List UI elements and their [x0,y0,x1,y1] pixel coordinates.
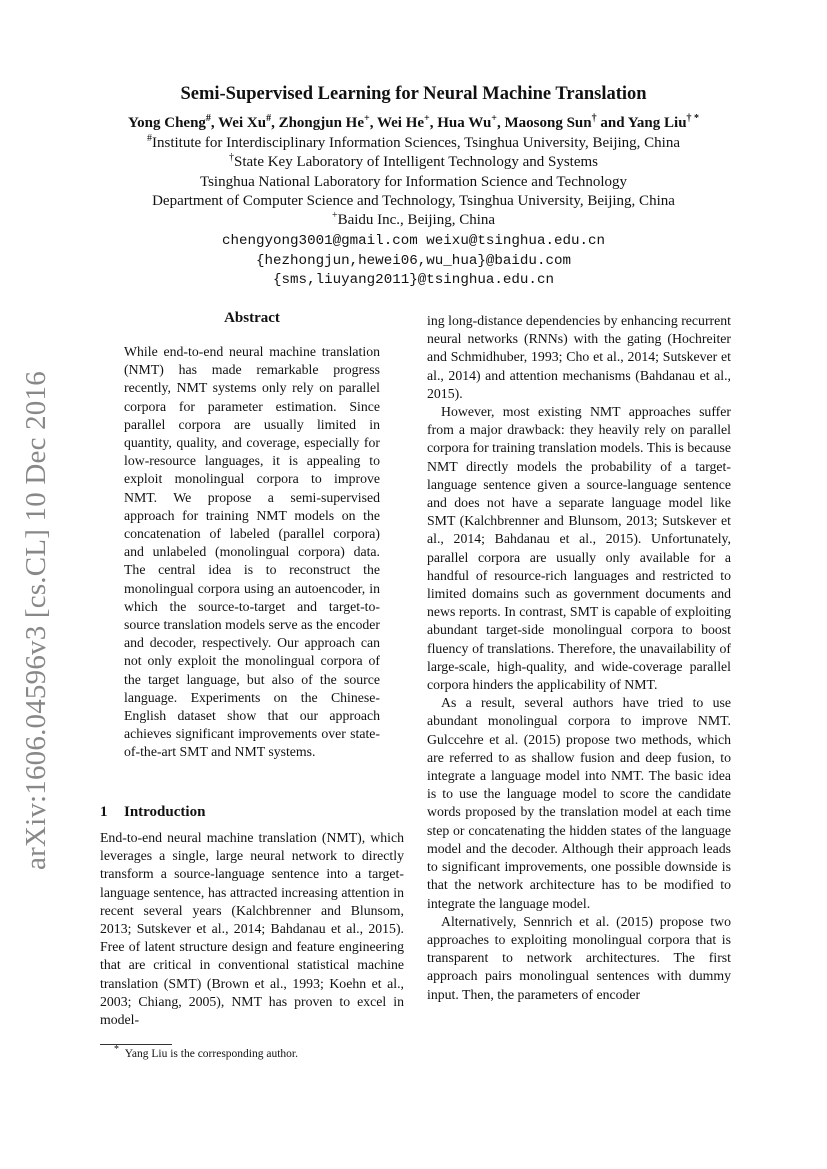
affiliation-text: Baidu Inc., Beijing, China [337,212,496,228]
paragraph: End-to-end neural machine translation (NMT), which leverages a single, large neural network to directly transform a source-language sentence into a target-language sentence, has attracted increasing attention in recent several years (Kalchbrenner and Blunsom, 2013; Sutskever et al., 2014; Bahdanau et al., 2015). Free of latent structure design and feature engineering that are critical in conventional statistical machine translation (SMT) (Brown et al., 1993; Koehn et al., 2003; Chiang, 2005), NMT has proven to excel in model- [100,830,404,1028]
paragraph: As a result, several authors have tried to use abundant monolingual corpora to improve NMT. Gulccehre et al. (2015) propose two methods, which are referred to as shallow fusion and deep fusion, to integrate a language model into NMT. The basic idea is to use the language model to score the candidate words proposed by the translation model at each time step or concatenating the hidden states of the language model and the decoder. Although their approach leads to significant improvements, one possible downside is that the network architecture has to be modified to integrate the language model. [427,695,731,911]
author-mark: + [364,113,370,124]
affiliation-text: State Key Laboratory of Intelligent Technology and Systems [233,154,598,170]
author-name: , Wei He [369,115,425,131]
affiliation-mark: # [146,133,152,144]
section-number: 1 [100,804,108,820]
paragraph: ing long-distance dependencies by enhancing recurrent neural networks (RNNs) with the gating (Hochreiter and Schmidhuber, 1993; Cho et al., 2014; Sutskever et al., 2014) and attention mechanisms (Bahdanau et al., 2015). [427,313,731,401]
email-line: {hezhongjun,hewei06,wu_hua}@baidu.com [255,253,571,269]
section-heading [100,804,205,821]
section-title: Introduction [124,804,206,820]
affiliation-mark: + [331,210,338,221]
author-name: and Yang Liu [596,115,687,131]
author-mark: + [424,113,430,124]
footnote [114,1044,298,1060]
author-mark: # [266,113,272,124]
author-name: , Hua Wu [429,115,492,131]
author-mark: † [591,113,597,124]
abstract-text: While end-to-end neural machine translation (NMT) has made remarkable progress recently, NMT systems only rely on parallel corpora for parameter estimation. Since parallel corpora are usually limited in quantity, quality, and coverage, especially for low-resource languages, it is appealing to exploit monolingual corpora to improve NMT. We propose a semi-supervised approach for training NMT models on the concatenation of labeled (parallel corpora) and unlabeled (monolingual corpora) data. The central idea is to reconstruct the monolingual corpora using an autoencoder, in which the source-to-target and target-to-source translation models serve as the encoder and decoder, respectively. Our approach can not only exploit the monolingual corpora of the target language, but also of the source language. Experiments on the Chinese-English dataset show that our approach achieves significant improvements over state-of-the-art SMT and NMT systems. [124,344,380,760]
author-mark: † * [686,113,700,124]
author-mark: # [205,113,211,124]
affiliation-line [0,193,827,210]
arxiv-identifier: arXiv:1606.04596v3 [cs.CL] 10 Dec 2016 [20,371,52,870]
author-mark: + [491,113,497,124]
intro-body [100,829,404,1029]
affiliation-text: Department of Computer Science and Technology, Tsinghua University, Beijing, China [152,193,675,209]
footnote-mark: * [114,1044,119,1056]
affiliation-line [0,135,827,152]
author-name: , Maosong Sun [497,115,592,131]
author-name: Yong Cheng [127,115,206,131]
author-name: , Zhongjun He [271,115,365,131]
author-list [0,115,827,132]
affiliation-mark: † [228,152,234,163]
abstract-body [124,343,380,762]
affiliation-line [0,212,827,229]
affiliation-text: Institute for Interdisciplinary Information Sciences, Tsinghua University, Beijing, China [151,135,680,151]
footnote-rule [100,1044,172,1045]
abstract-heading: Abstract [224,310,280,326]
footnote-text: Yang Liu is the corresponding author. [124,1048,298,1060]
right-column [427,312,731,1004]
affiliation-line [0,174,827,191]
paragraph: Alternatively, Sennrich et al. (2015) propose two approaches to exploiting monolingual corpora that is transparent to network architectures. The first approach pairs monolingual sentences with dummy input. Then, the parameters of encoder [427,913,731,1002]
affiliation-line [0,154,827,171]
affiliation-text: Tsinghua National Laboratory for Information Science and Technology [199,174,628,190]
author-name: , Wei Xu [210,115,267,131]
paper-title: Semi-Supervised Learning for Neural Machine Translation [180,84,647,104]
paragraph: However, most existing NMT approaches suffer from a major drawback: they heavily rely on parallel corpora for training translation models. This is because NMT directly models the probability of a target-language sentence given a source-language sentence and does not have a separate language model like SMT (Kalchbrenner and Blunsom, 2013; Sutskever et al., 2014; Bahdanau et al., 2015). Unfortunately, parallel corpora are usually only available for a handful of resource-rich languages and restricted to limited domains such as government documents and news reports. In contrast, SMT is capable of exploiting abundant target-side monolingual corpora to boost fluency of translations. Therefore, the unavailability of large-scale, high-quality, and wide-coverage parallel corpora hinders the applicability of NMT. [427,404,731,693]
email-line: {sms,liuyang2011}@tsinghua.edu.cn [273,272,554,288]
email-line: chengyong3001@gmail.com weixu@tsinghua.edu.cn [221,233,606,249]
